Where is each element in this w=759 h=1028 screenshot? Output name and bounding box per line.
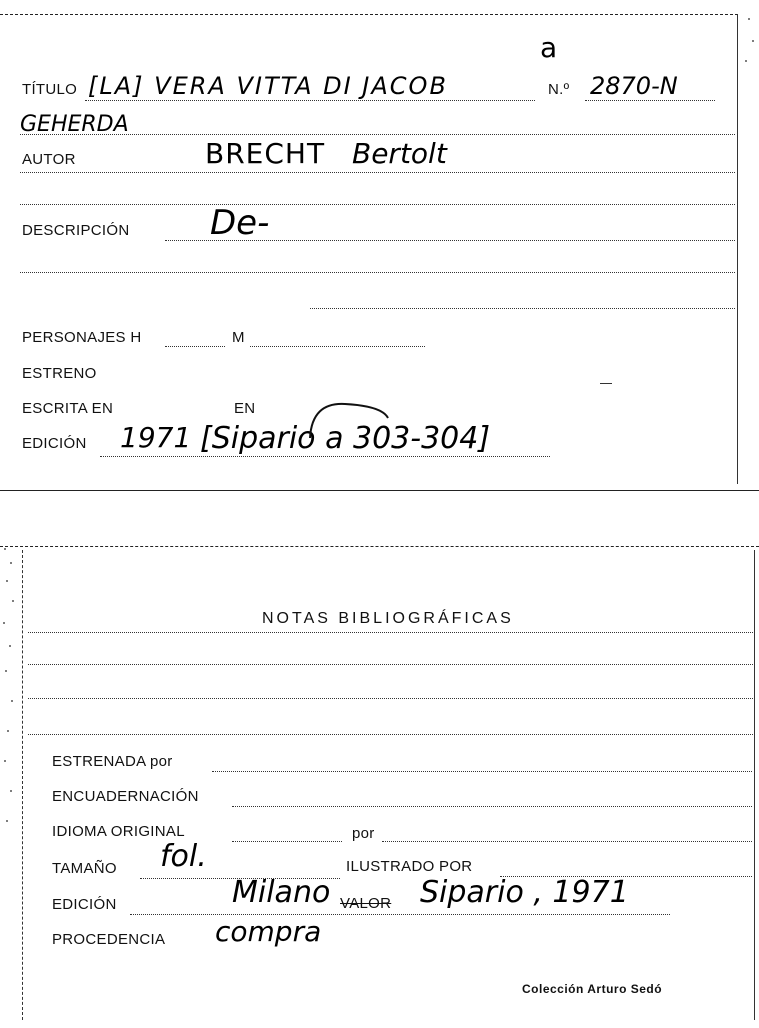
descripcion-line	[165, 240, 735, 241]
encuadernacion-line	[232, 806, 752, 807]
escrita-label: ESCRITA EN	[22, 400, 114, 417]
titulo-value: [LA] VERA VITTA DI JACOB	[88, 72, 448, 100]
autor-line	[20, 172, 735, 173]
tamano-label: TAMAÑO	[52, 860, 117, 877]
personajes-label: PERSONAJES H	[22, 329, 142, 346]
edicion-label: EDICIÓN	[22, 435, 87, 452]
procedencia-label: PROCEDENCIA	[52, 931, 166, 948]
estrenada-line	[212, 771, 752, 772]
idioma-por-line	[382, 841, 752, 842]
back-left-edge	[22, 550, 23, 1020]
personajes-m-line	[250, 346, 425, 347]
numero-line	[585, 100, 715, 101]
idioma-line	[232, 841, 342, 842]
back-top-edge	[0, 546, 759, 547]
titulo-value-line2: GEHERDA	[20, 112, 129, 137]
descripcion-line3	[310, 308, 735, 309]
encuadernacion-label: ENCUADERNACIÓN	[52, 788, 199, 805]
titulo-line	[85, 100, 535, 101]
back-right-edge	[754, 550, 755, 1020]
estreno-label: ESTRENO	[22, 365, 97, 382]
edicion-arc	[300, 400, 400, 450]
numero-value: 2870-N	[590, 72, 678, 100]
valor-label: VALOR	[340, 895, 392, 912]
collection-footer: Colección Arturo Sedó	[522, 982, 663, 996]
corner-mark: a	[540, 31, 558, 64]
descripcion-label: DESCRIPCIÓN	[22, 222, 130, 239]
edicion-line	[100, 456, 550, 457]
card-top-edge	[0, 14, 738, 15]
autor-label: AUTOR	[22, 151, 76, 168]
autor-name: Bertolt	[352, 137, 447, 170]
titulo-line2	[20, 134, 735, 135]
edicion2-label: EDICIÓN	[52, 896, 117, 913]
escrita-en-label: EN	[234, 400, 256, 417]
edicion-ref: [Sipario a 303-304]	[200, 421, 491, 456]
autor-line2	[20, 204, 735, 205]
autor-surname: BRECHT	[205, 137, 326, 170]
notas-line4	[28, 734, 753, 735]
estreno-mark	[600, 383, 612, 384]
edicion-year: 1971	[120, 421, 192, 454]
descripcion-value: De-	[210, 203, 270, 243]
notas-line2	[28, 664, 753, 665]
idioma-por-label: por	[352, 825, 375, 842]
edicion2-publisher: Sipario , 1971	[420, 875, 629, 910]
catalog-card-front	[0, 0, 759, 495]
card-right-edge	[737, 14, 738, 484]
personajes-m-label: M	[232, 329, 245, 346]
edicion2-line	[130, 914, 670, 915]
notas-line1	[28, 632, 753, 633]
titulo-label: TÍTULO	[22, 81, 78, 98]
card-bottom-edge	[0, 490, 759, 491]
idioma-label: IDIOMA ORIGINAL	[52, 823, 185, 840]
notas-heading: NOTAS BIBLIOGRÁFICAS	[262, 610, 514, 627]
edicion2-place: Milano	[232, 875, 331, 910]
personajes-h-line	[165, 346, 225, 347]
estrenada-label: ESTRENADA por	[52, 753, 173, 770]
catalog-card-back	[0, 540, 759, 1028]
procedencia-value: compra	[215, 915, 322, 948]
descripcion-line2	[20, 272, 735, 273]
notas-line3	[28, 698, 753, 699]
tamano-value: fol.	[160, 839, 207, 874]
ilustrado-label: ILUSTRADO POR	[346, 858, 473, 875]
numero-label: N.º	[548, 81, 570, 98]
